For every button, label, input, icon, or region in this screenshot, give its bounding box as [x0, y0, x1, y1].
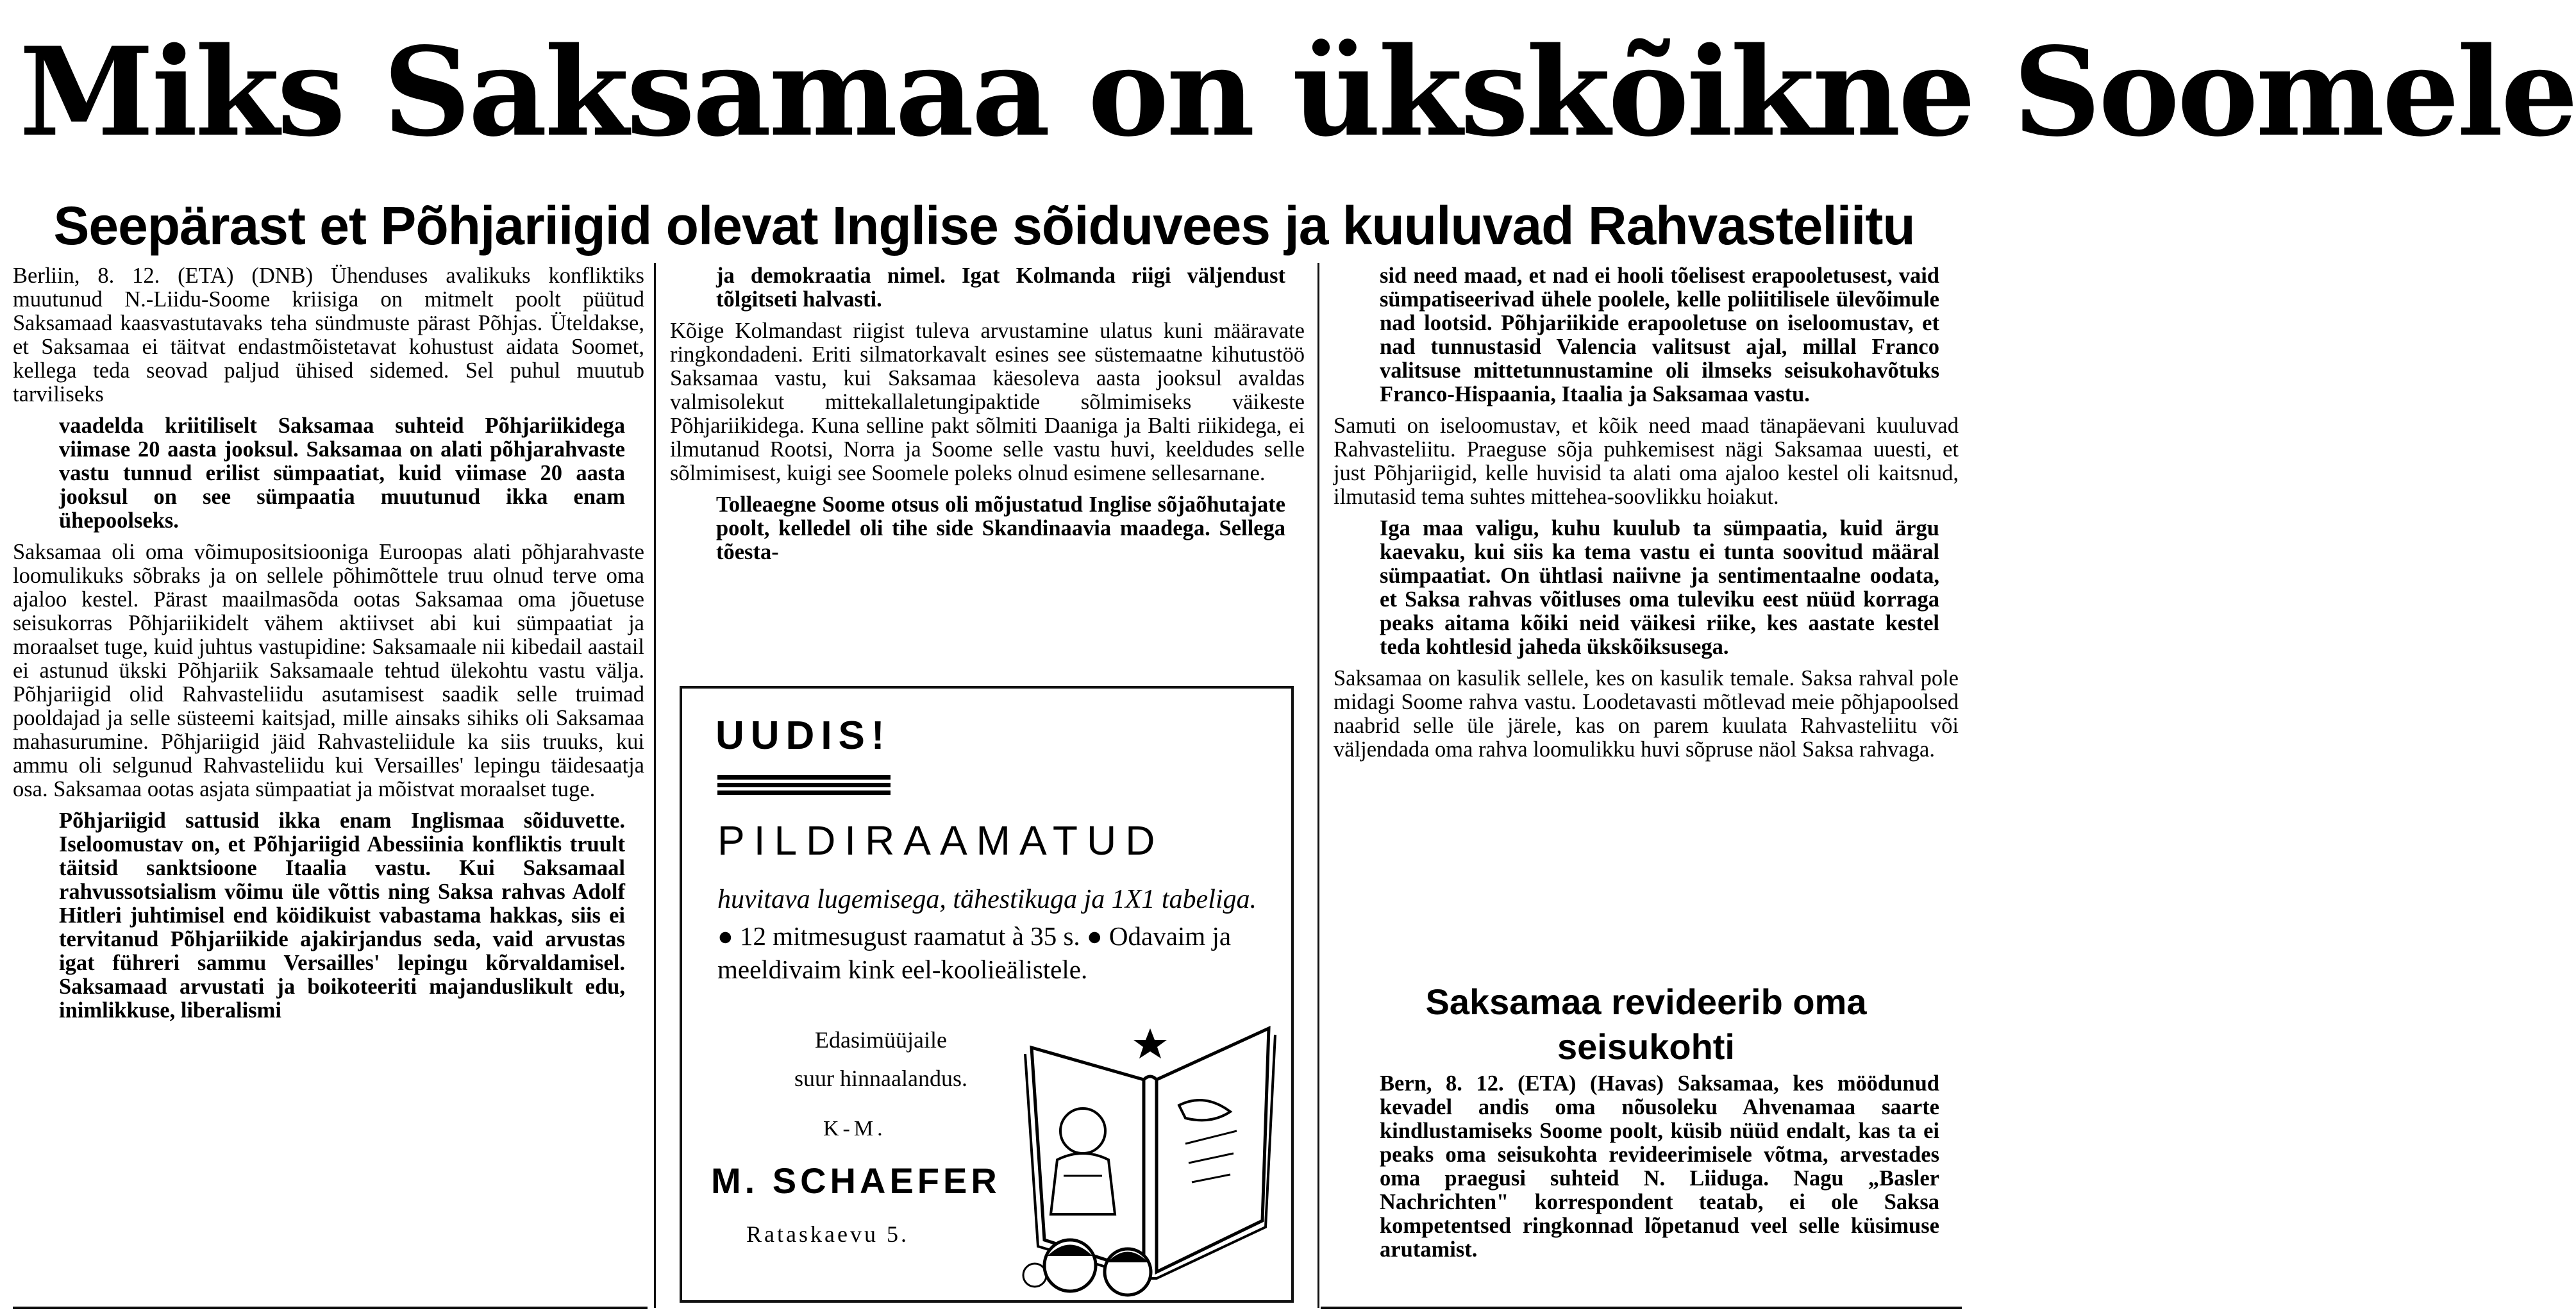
paragraph-bold: Põhjariigid sattusid ikka enam Inglismaa sõiduvette. Iseloomustav on, et Põhjariigid Abessiinia konfliktis truult täitsid sanktsioone Itaalia vastu. Kui Saksamaal rahvussotsialism võimu üle võttis ning Saksa rahvas Adolf Hitleri juhtimisel end köidikuist vabastama hakkas, siis ei tervitanud Põhjariikide ajakirjandus seda, vaid arvustas igat führeri sammu Versailles' lepingu kõrvaldamisel. Saksamaad arvustati ja boikoteeriti majanduslikult edu, inimlikkuse, liberalismi [59, 808, 625, 1023]
ad-offer: ● 12 mitmesugust raamatut à 35 s. ● Odavaim ja meeldivaim kink eel-koolieälistele. [717, 921, 1232, 984]
bottom-rule [1321, 1307, 1962, 1309]
article2-headline-line: Saksamaa revideerib oma [1425, 982, 1867, 1022]
headline: Miks Saksamaa on ükskõikne Soomele [19, 21, 2576, 163]
paragraph: Saksamaa on kasulik sellele, kes on kasulik temale. Saksa rahval pole midagi Soome rahva vastu. Loodetavasti mõtlevad meie põhjapoolsed naabrid selle üle järele, kas on parem kuulata Rahvasteliitu või väljendada oma rahva loomulikku huvi sõpruse näol Saksa rahvaga. [1334, 666, 1959, 762]
paragraph-bold: ja demokraatia nimel. Igat Kolmanda riigi väljendust tõlgitseti halvasti. [716, 263, 1285, 312]
ad-address: Rataskaevu 5. [746, 1221, 909, 1247]
article-column-2 [670, 264, 1305, 674]
bottom-rule [13, 1307, 648, 1309]
article-column-1 [13, 264, 644, 1308]
ad-title: UUDIS! [715, 714, 891, 758]
paragraph-bold: Tolleaegne Soome otsus oli mõjustatud Inglise sõjaõhutajate poolt, kelledel oli tihe side Skandinaavia maadega. Sellega tõesta- [716, 492, 1285, 564]
ad-dealer-line: suur hinnaalandus. [794, 1066, 967, 1091]
ad-km: K-M. [823, 1117, 887, 1141]
article2-headline [1334, 980, 1959, 1069]
subheadline: Seepärast et Põhjariigid olevat Inglise sõiduvees ja kuuluvad Rahvasteliitu [53, 196, 1915, 256]
paragraph: Samuti on iseloomustav, et kõik need maad tänapäevani kuuluvad Rahvasteliitu. Praeguse sõja puhkemisest nägi Saksamaa uuesti, et just Põhjariigid, kelle huvisid ta alati oma ajaloo kestel oli kaitsnud, ilmutasid tema suhtes mittehea-soovlikku hoiakut. [1334, 414, 1959, 509]
advertisement-box [680, 686, 1294, 1303]
paragraph: Berliin, 8. 12. (ETA) (DNB) Ühenduses avalikuks konfliktiks muutunud N.-Liidu-Soome kriisiga on mitmelt poolt püütud Saksamaad kaasvastutavaks teha sündmuste pärast Põhjas. Üteldakse, et Saksamaa ei täitvat endastmõistetavat kohustust aidata Soomet, kellega teda seovad paljud ühised sidemed. Sel puhul muutub tarviliseks [13, 263, 644, 406]
paragraph: Kõige Kolmandast riigist tuleva arvustamine ulatus kuni määravate ringkondadeni. Eriti silmatorkavalt esines see süstemaatne kihutustöö Saksamaa vastu, kui Saksamaa käesoleva aasta jooksul avaldas valmisolekut mittekallaletungipaktide sõlmimiseks väikeste Põhjariikidega. Kuna selline pakt sõlmiti Daaniga ja Balti riikidega, ei ilmutanud Rootsi, Norra ja Soome selle vastu huvi, keeldudes selle sõlmimisest, kuigi see Soomele poleks olnud esimene sellesarnane. [670, 319, 1305, 485]
ad-dealer-note [765, 1021, 996, 1098]
ad-company: M. SCHAEFER [711, 1160, 1001, 1201]
paragraph-bold: Bern, 8. 12. (ETA) (Havas) Saksamaa, kes möödunud kevadel andis oma nõusoleku Ahvenamaa saarte kindlustamiseks Soome poolt, küsib nüüd endalt, kas ta ei peaks oma seisukohta revideerimisele võtma, arvestades oma praegusi suhteid N. Liiduga. Nagu „Basler Nachrichten" korrespondent teatab, ei ole Saksa kompetentsed ringkonnad lõpetanud veel selle küsimuse arutamist. [1380, 1071, 1939, 1262]
article2-body [1334, 1072, 1959, 1303]
article2-headline-line: seisukohti [1557, 1026, 1735, 1067]
children-reading-book-illustration [1019, 1003, 1282, 1291]
paragraph-bold: Iga maa valigu, kuhu kuulub ta sümpaatia, kuid ärgu kaevaku, kui siis ka tema vastu ei tunta soovitud määral sümpaatiat. On ühtlasi naiivne ja sentimentaalne oodata, et Saksa rahvas võitluses oma tuleviku eest nüüd korraga peaks aitama kõiki neid väikesi riike, kes aastate kestel teda kohtlesid jaheda ükskõiksusega. [1380, 516, 1939, 659]
column-divider [654, 263, 656, 1308]
column-divider [1317, 263, 1319, 1308]
ad-product: PILDIRAAMATUD [717, 817, 1164, 864]
ad-stripes [717, 775, 891, 798]
paragraph-bold: vaadelda kriitiliselt Saksamaa suhteid Põhjariikidega viimase 20 aasta jooksul. Saksamaa on alati põhjarahvaste vastu tunnud erilist sümpaatiat, kuid viimase 20 aasta jooksul on see sümpaatia muutunud ikka enam ühepoolseks. [59, 414, 625, 533]
paragraph-bold: sid need maad, et nad ei hooli tõelisest erapooletusest, vaid sümpatiseerivad ühele poolele, kelle poliitilisele ülevõimule nad lootsid. Põhjariikide erapooletuse on iseloomustav, et nad tunnustasid Valencia valitsust ajal, millal Franco valitsuse mittetunnustamine oli ilmseks seisukohavõtuks Franco-Hispaania, Itaalia ja Saksamaa vastu. [1380, 263, 1939, 406]
paragraph: Saksamaa oli oma võimupositsiooniga Euroopas alati põhjarahvaste loomulikuks sõbraks ja on sellele põhimõttele truu olnud terve oma ajaloo kestel. Pärast maailmasõda ootas Saksamaa oma jõuetuse seisukorras Põhjariikidelt vähem aktiivset abi kui sümpaatiat ja moraalset tuge, kuid juhtus vastupidine: Saksamaale nii kibedail aastail ei astunud ükski Põhjariik Saksamaale tehtud ülekohtu vastu välja. Põhjariigid olid Rahvasteliidu asutamisest saadik selle truimad pooldajad ja selle süsteemi kaitsjad, mille ainsaks sihiks oli Saksamaa mahasurumine. Põhjariigid jäid Rahvasteliidule ka siis truuks, kui ammu oli selgunud Rahvasteliidu kui Versailles' lepingu täidesaatja osa. Saksamaa ootas asjata sümpaatiat ja mõistvat moraalset tuge. [13, 540, 644, 801]
ad-tagline: huvitava lugemisega, tähestikuga ja 1X1 tabeliga. [717, 885, 1257, 914]
ad-dealer-line: Edasimüüjaile [815, 1027, 947, 1053]
